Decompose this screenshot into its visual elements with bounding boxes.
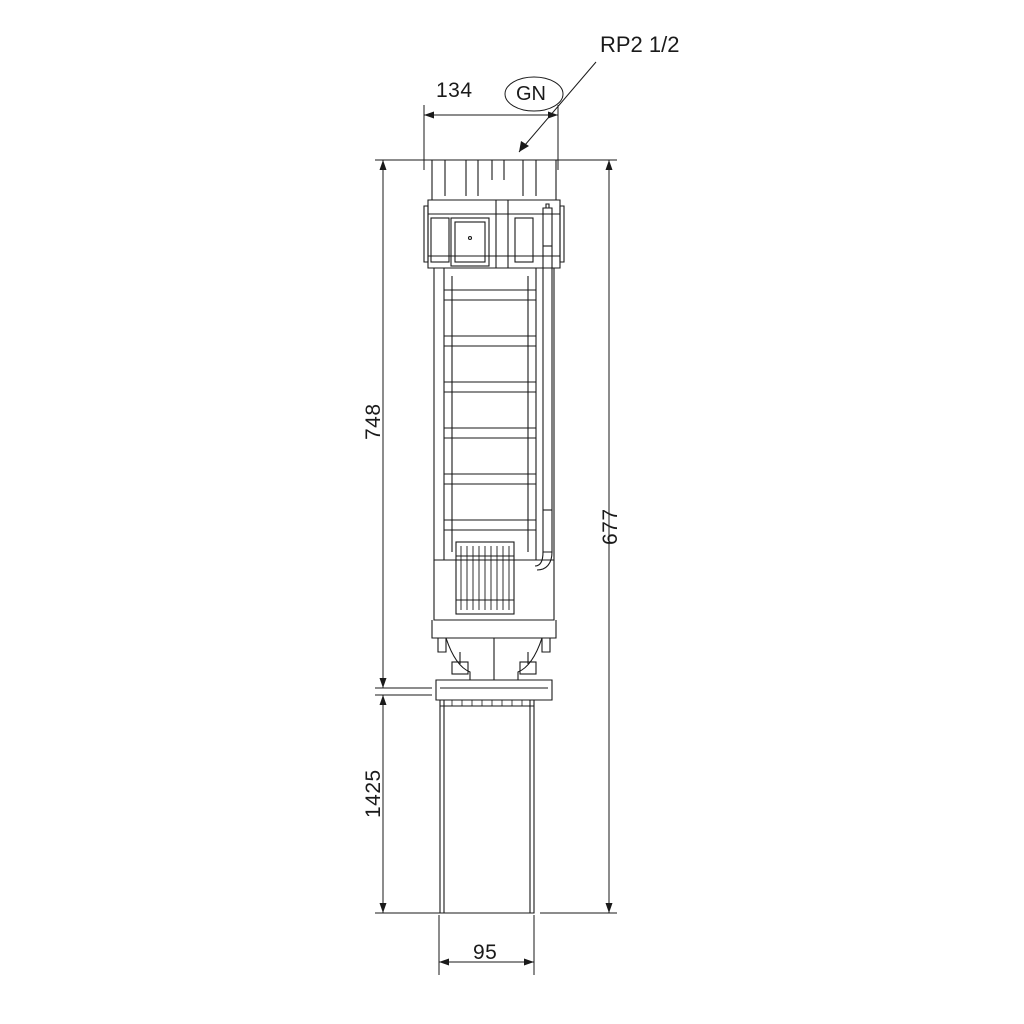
- dimension-label-height-upper: 748: [362, 403, 385, 440]
- dimension-lines: [375, 62, 617, 975]
- pump-outline: [424, 160, 564, 913]
- dimension-label-height-lower: 1425: [362, 769, 385, 818]
- dimension-label-width-bottom: 95: [473, 941, 498, 964]
- dimension-label-width-top: 134: [436, 79, 473, 102]
- dimension-label-height-total: 677: [599, 508, 622, 545]
- connection-callout-label: RP2 1/2: [600, 32, 680, 57]
- gn-balloon-label: GN: [516, 83, 546, 105]
